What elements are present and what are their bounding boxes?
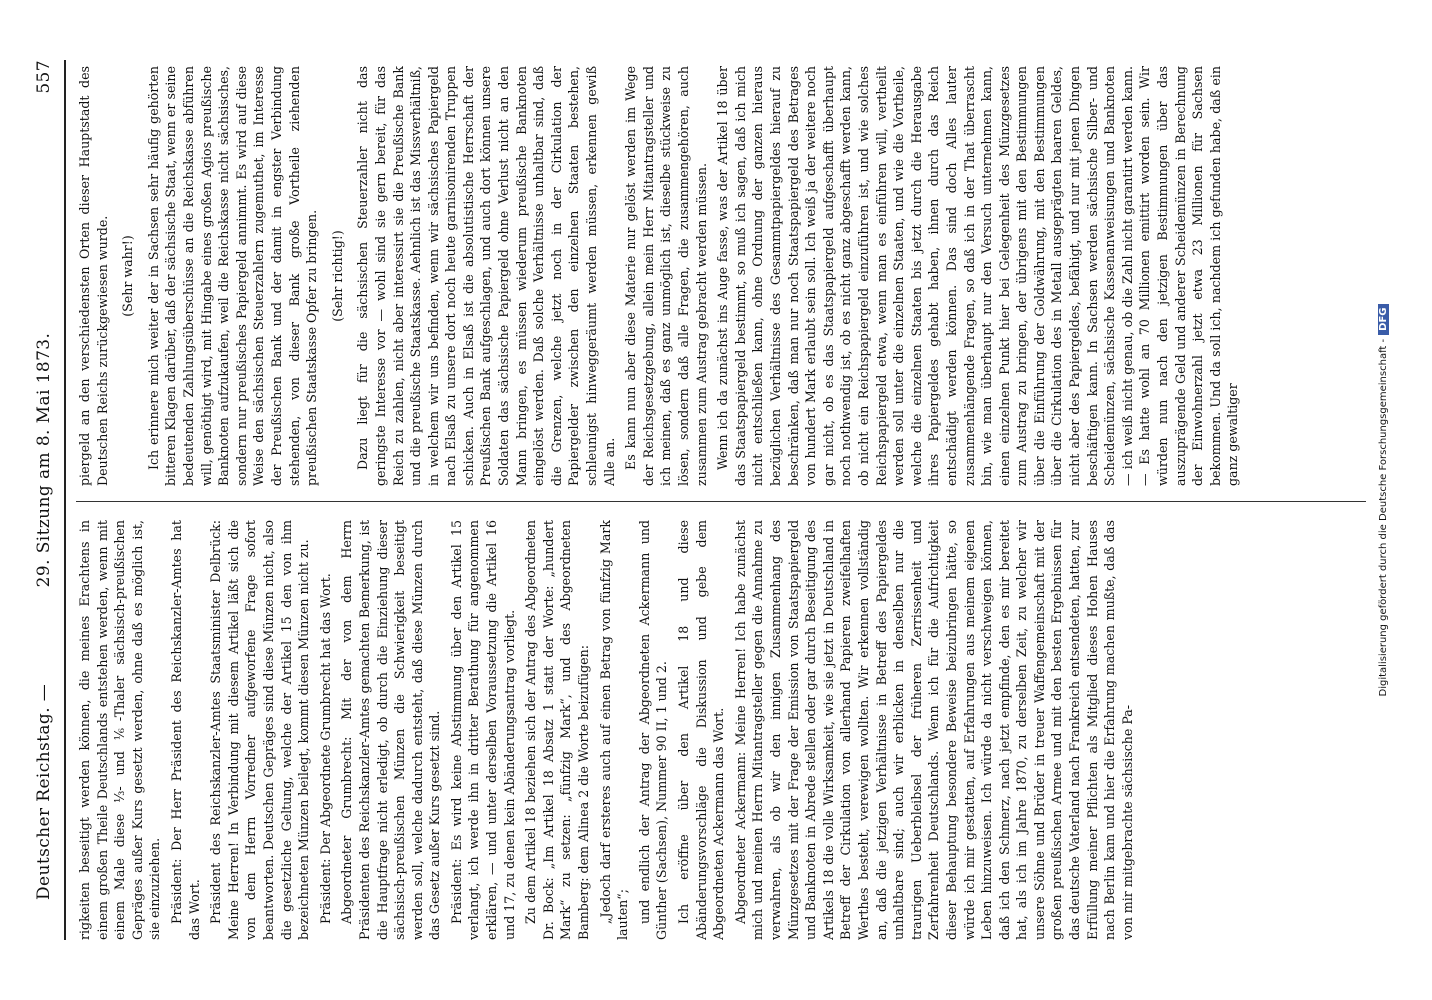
paragraph: Präsident: Der Herr Präsident des Reichskanzler-Amtes hat das Wort. [168,520,202,940]
page-number: 557 [34,60,54,94]
paragraph: Abgeordneter Grumbrecht: Mit der von dem Herrn Präsidenten des Reichskanzler-Amtes gemachten Bemerkung, ist die Hauptfrage nicht erledigt, ob durch die Einziehung dieser sächsisch-preußischen Münzen die Schwierigkeit beseitigt werden soll, welche dadurch entsteht, daß diese Münzen durch das Gesetz außer Kurs gesetzt sind. [339,520,443,940]
column-divider [76,501,1366,502]
paragraph: Ich eröffne über den Artikel 18 und diese Abänderungsvorschläge die Diskussion und gebe dem Abgeordneten Ackermann das Wort. [676,520,727,940]
paragraph: Präsident: Es wird keine Abstimmung über den Artikel 15 verlangt, ich werde ihn in dritter Berathung für angenommen erklären, — und unter derselben Voraussetzung die Artikel 16 und 17, zu denen kein Abänderungsantrag vorliegt. [448,520,517,940]
paragraph: rigkeiten beseitigt werden können, die meines Erachtens in einem großen Theile Deutschlands entstehen werden, wenn mit einem Male diese ⅓- und ⅙-Thaler sächsisch-preußischen Gepräges außer Kurs gesetzt werden, ohne daß es möglich ist, sie einzuziehen. [77,520,163,940]
header-title: Deutscher Reichstag. — [34,683,54,900]
paragraph: Wenn ich da zunächst ins Auge fasse, was der Artikel 18 über das Staatspapiergeld bestimmt, so muß ich sagen, daß ich mich nicht entschließen kann, ohne Ordnung der ganzen hieraus bezüglichen Verhältnisse des Gesammtpapiergeldes hierauf zu beschränken, daß man nur noch Staatspapiergeld des Betrages von hundert Mark erlaubt sein soll. Ich weiß ja der weitere noch gar nicht, ob es das Staatspapiergeld aufgeschafft überhaupt noch nothwendig ist, ob es nicht ganz abgeschafft werden kann, ob nicht ein Reichspapiergeld einzuführen ist, und wie solches Reichspapiergeld etwa, wenn man es einführen will, vertheilt werden soll unter die einzelnen Staaten, und wie die Vortheile, welche die einzelnen Staaten bis jetzt durch die Herausgabe ihres Papiergeldes gehabt haben, ihnen durch das Reich entschädigt werden können. Das sind doch Alles lauter zusammenhängende Fragen, so daß ich in der That überrascht bin, wie man überhaupt nur den Versuch unternehmen kann, einen einzelnen Punkt hier bei Gelegenheit des Münzgesetzes zum Austrag zu bringen, der übrigens mit den Bestimmungen über die Einführung der Goldwährung, mit den Bestimmungen über die Cirkulation des in Metall ausgeprägten baaren Geldes, nicht aber des Papiergeldes, befähigt, und nur mit jenen Dingen beschäftigen kann. In Sachsen werden sächsische Silber- und Scheidemünzen, sächsische Kassenanweisungen und Banknoten — ich weiß nicht genau, ob die Zahl nicht garantirt werden kann. — Es hatte wohl an 70 Millionen emittirt worden sein. Wir würden nun nach den jetzigen Bestimmungen über das auszuprägende Geld und anderer Scheidemünzen in Berechnung der Einwohnerzahl jetzt etwa 23 Millionen für Sachsen bekommen. Und da soll ich, nachdem ich gefunden habe, daß ein ganz gewaltiger [715,66,1241,486]
header-rule [64,60,66,940]
paragraph: Es kann nun aber diese Materie nur gelöst werden im Wege der Reichsgesetzgebung, allein mein Herr Mitantragsteller und ich meinen, daß es ganz unmöglich ist, dieselbe stückweise zu lösen, sondern daß alle Fragen, die zusammengehören, auch zusammen zum Austrag gebracht werden müssen. [623,66,709,486]
paragraph: Abgeordneter Ackermann: Meine Herren! Ich habe zunächst mich und meinen Herrn Mitantragsteller gegen die Annahme zu verwahren, als ob wir den innigen Zusammenhang des Münzgesetzes mit der Frage der Emission von Staatspapiergeld und Banknoten in Abrede stellen oder gar durch Beseitigung des Artikels 18 die volle Wirksamkeit, wie sie jetzt in Deutschland in Betreff der Cirkulation von allerhand Papieren zweifelhaften Werthes besteht, verewigen wollten. Wir erkennen vollständig an, daß die jetzigen Verhältnisse in Betreff des Papiergeldes unhaltbare sind; auch wir erblicken in denselben nur die traurigen Ueberbleibsel der früheren Zerrissenheit und Zerfahrenheit Deutschlands. Wenn ich für die Aufrichtigkeit dieser Behauptung besondere Beweise beizubringen hätte, so würde ich mir gestatten, auf Erfahrungen aus meinem eigenen Leben hinzuweisen. Ich würde da nicht verschweigen können, daß ich den Schmerz, nach jetzt empfinde, den es mir bereitet hat, als ich im Jahre 1870, zu derselben Zeit, zu welcher wir unsere Söhne und Brüder in treuer Waffengemeinschaft mit der großen preußischen Armee und mit den besten Ergebnissen für das deutsche Vaterland nach Frankreich entsendeten, hatten, zur Erfüllung meiner Pflichten als Mitglied dieses Hohen Hauses nach Berlin kam und hier die Erfahrung machen mußte, daß das von mir mitgebrachte sächsische Pa- [732,520,1135,940]
paragraph: Präsident des Reichskanzler-Amtes Staatsminister Delbrück: Meine Herren! In Verbindung mit diesem Artikel läßt sich die von dem Herrn Vorredner aufgeworfene Frage sofort beantworten. Deutschen Gepräges sind diese Münzen nicht, also die gesetzliche Geltung, welche der Artikel 15 den von ihm bezeichneten Münzen beilegt, kommt diesen Münzen nicht zu. [208,520,312,940]
paragraph: Ich erinnere mich weiter der in Sachsen sehr häufig gehörten bitteren Klagen darüber, daß der sächsische Staat, wenn er seine bedeutenden Zahlungsüberschüsse an die Reichskasse abführen will, genöthigt wird, mit Hingabe eines großen Agios preußische Banknoten aufzukaufen, weil die Reichskasse nicht sächsisches, sondern nur preußisches Papiergeld annimmt. Es wird auf diese Weise den sächsischen Steuerzahlern zugemuthet, im Interesse der Preußischen Bank und der damit in engster Verbindung stehenden, von dieser Bank große Vortheile ziehenden preußischen Staatskasse Opfer zu bringen. [145,66,320,486]
paragraph: Zu dem Artikel 18 beziehen sich der Antrag des Abgeordneten Dr. Bock: „Im Artikel 18 Absatz 1 statt der Worte: „hundert Mark“ zu setzen: „fünfzig Mark“, und des Abgeordneten Bamberg: dem Alinea 2 die Worte beizufügen: [523,520,592,940]
paragraph: (Sehr wahr!) [120,235,136,317]
footer-credit: Digitalisierung gefördert durch die Deutsche Forschungsgemeinschaft - [1378,338,1389,697]
paragraph: piergeld an den verschiedensten Orten dieser Hauptstadt des Deutschen Reichs zurückgewiesen wurde. [77,66,110,486]
page-footer [1378,0,1400,1000]
paragraph: Dazu liegt für die sächsischen Steuerzahler nicht das geringste Interesse vor — wohl sind sie gern bereit, für das Reich zu zahlen, nicht aber interessirt sie die Preußische Bank und die preußische Staatskasse. Aehnlich ist das Missverhältniß, in welchem wir uns befinden, wenn wir sächsisches Papiergeld nach Elsaß zu unsere dort noch heute garnisonirenden Truppen schicken. Auch in Elsaß ist die absolutistische Herrschaft der Preußischen Bank aufgeschlagen, und auch dort können unsere Soldaten das sächsische Papiergeld ohne Verlust nicht an den Mann bringen, es müssen wiederum preußische Banknoten eingelöst werden. Daß solche Verhältnisse unhaltbar sind, daß die Grenzen, welche jetzt noch in der Cirkulation der Papiergelder zwischen den einzelnen Staaten bestehen, schleunigst hinweggeräumt werden müssen, erkennen gewiß Alle an. [355,66,617,486]
paragraph: und endlich der Antrag der Abgeordneten Ackermann und Günther (Sachsen), Nummer 90 II, 1 und 2. [636,520,670,940]
dfg-badge: DFG [1378,304,1389,335]
paragraph: „Jedoch darf ersteres auch auf einen Betrag von fünfzig Mark lauten“; [597,520,631,940]
header-session: 29. Sitzung am 8. Mai 1873. [34,332,54,588]
paragraph: Präsident: Der Abgeordnete Grumbrecht hat das Wort. [317,573,333,924]
left-column [76,520,1376,940]
right-column [76,66,1376,486]
paragraph: (Sehr richtig!) [329,230,345,322]
page-header [28,60,62,940]
